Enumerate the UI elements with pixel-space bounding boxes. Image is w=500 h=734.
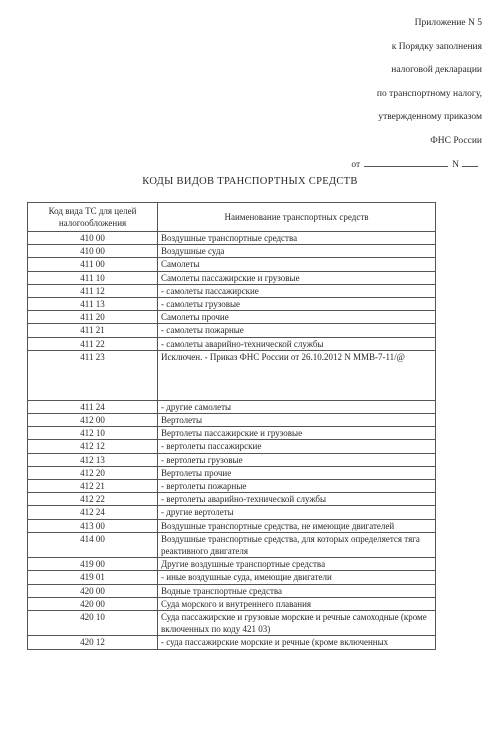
table-row	[28, 311, 436, 324]
vehicle-code: 412 22	[28, 493, 158, 506]
document-header	[282, 12, 482, 177]
vehicle-name: Вертолеты	[158, 414, 436, 427]
table-row	[28, 400, 436, 413]
vehicle-name: - самолеты пожарные	[158, 324, 436, 337]
vehicle-name: Воздушные суда	[158, 245, 436, 258]
table-row	[28, 258, 436, 271]
vehicle-name: - вертолеты грузовые	[158, 453, 436, 466]
from-label: от	[351, 159, 361, 170]
vehicle-name: Другие воздушные транспортные средства	[158, 558, 436, 571]
table-row	[28, 298, 436, 311]
table-row	[28, 440, 436, 453]
vehicle-name: Водные транспортные средства	[158, 584, 436, 597]
table-row	[28, 245, 436, 258]
table-row	[28, 427, 436, 440]
column-header-name: Наименование транспортных средств	[158, 203, 436, 232]
vehicle-code: 411 24	[28, 400, 158, 413]
vehicle-code: 414 00	[28, 532, 158, 557]
vehicle-name: - вертолеты аварийно-технической службы	[158, 493, 436, 506]
vehicle-name: - вертолеты пожарные	[158, 480, 436, 493]
vehicle-name: Суда пассажирские и грузовые морские и речные самоходные (кроме включенных по коду 421 03)	[158, 611, 436, 636]
vehicle-code: 410 00	[28, 232, 158, 245]
vehicle-code: 412 13	[28, 453, 158, 466]
vehicle-code: 412 20	[28, 466, 158, 479]
vehicle-code: 412 21	[28, 480, 158, 493]
number-label: N	[452, 159, 459, 170]
vehicle-name: - самолеты аварийно-технической службы	[158, 337, 436, 350]
header-line-date-number	[282, 154, 482, 178]
table-row	[28, 532, 436, 557]
table-row	[28, 519, 436, 532]
vehicle-name: Самолеты	[158, 258, 436, 271]
table-header-row	[28, 203, 436, 232]
table-row	[28, 558, 436, 571]
vehicle-name: Воздушные транспортные средства	[158, 232, 436, 245]
vehicle-code: 410 00	[28, 245, 158, 258]
vehicle-code: 420 00	[28, 584, 158, 597]
vehicle-name: Вертолеты пассажирские и грузовые	[158, 427, 436, 440]
vehicle-name: Воздушные транспортные средства, для которых определяется тяга реактивного двигателя	[158, 532, 436, 557]
document-title: КОДЫ ВИДОВ ТРАНСПОРТНЫХ СРЕДСТВ	[142, 176, 358, 187]
vehicle-code: 411 10	[28, 271, 158, 284]
table-row	[28, 337, 436, 350]
vehicle-code: 419 01	[28, 571, 158, 584]
vehicle-name: - суда пассажирские морские и речные (кроме включенных	[158, 636, 436, 649]
table-row	[28, 414, 436, 427]
table-row	[28, 232, 436, 245]
vehicle-name: - самолеты грузовые	[158, 298, 436, 311]
vehicle-code: 412 10	[28, 427, 158, 440]
table-row	[28, 506, 436, 519]
table-row	[28, 324, 436, 337]
table-row	[28, 466, 436, 479]
table-body	[28, 232, 436, 650]
vehicle-codes-table	[27, 202, 436, 650]
table-row	[28, 636, 436, 649]
table-row	[28, 571, 436, 584]
vehicle-name: Суда морского и внутреннего плавания	[158, 597, 436, 610]
vehicle-name: - другие вертолеты	[158, 506, 436, 519]
header-line-declaration: налоговой декларации	[391, 65, 482, 76]
table-row	[28, 453, 436, 466]
header-line-fns: ФНС России	[430, 135, 482, 146]
vehicle-code: 420 10	[28, 611, 158, 636]
header-line-procedure: к Порядку заполнения	[391, 41, 482, 52]
vehicle-code: 411 23	[28, 350, 158, 400]
table-row	[28, 480, 436, 493]
vehicle-code: 419 00	[28, 558, 158, 571]
table-row	[28, 284, 436, 297]
vehicle-code: 411 20	[28, 311, 158, 324]
table-row	[28, 493, 436, 506]
vehicle-name: - вертолеты пассажирские	[158, 440, 436, 453]
vehicle-code: 413 00	[28, 519, 158, 532]
vehicle-name: - другие самолеты	[158, 400, 436, 413]
vehicle-code: 412 24	[28, 506, 158, 519]
vehicle-code: 411 22	[28, 337, 158, 350]
vehicle-code: 411 13	[28, 298, 158, 311]
header-line-tax: по транспортному налогу,	[376, 88, 482, 99]
vehicle-name: Исключен. - Приказ ФНС России от 26.10.2012 N ММВ-7-11/@	[158, 350, 436, 400]
vehicle-code: 412 00	[28, 414, 158, 427]
table-row	[28, 597, 436, 610]
date-blank-line	[364, 158, 448, 167]
column-header-code: Код вида ТС для целей налогообложения	[28, 203, 158, 232]
header-line-approved: утвержденному приказом	[378, 112, 482, 123]
table-row	[28, 611, 436, 636]
header-line-appendix: Приложение N 5	[414, 18, 482, 28]
vehicle-name: Самолеты пассажирские и грузовые	[158, 271, 436, 284]
number-blank-line	[462, 158, 478, 167]
vehicle-code: 420 00	[28, 597, 158, 610]
vehicle-code: 411 00	[28, 258, 158, 271]
vehicle-code: 411 12	[28, 284, 158, 297]
table-row	[28, 271, 436, 284]
vehicle-name: Воздушные транспортные средства, не имеющие двигателей	[158, 519, 436, 532]
vehicle-code: 420 12	[28, 636, 158, 649]
vehicle-name: - самолеты пассажирские	[158, 284, 436, 297]
vehicle-name: - иные воздушные суда, имеющие двигатели	[158, 571, 436, 584]
vehicle-name: Самолеты прочие	[158, 311, 436, 324]
vehicle-code: 411 21	[28, 324, 158, 337]
vehicle-name: Вертолеты прочие	[158, 466, 436, 479]
table-row	[28, 584, 436, 597]
vehicle-code: 412 12	[28, 440, 158, 453]
table-row	[28, 350, 436, 400]
